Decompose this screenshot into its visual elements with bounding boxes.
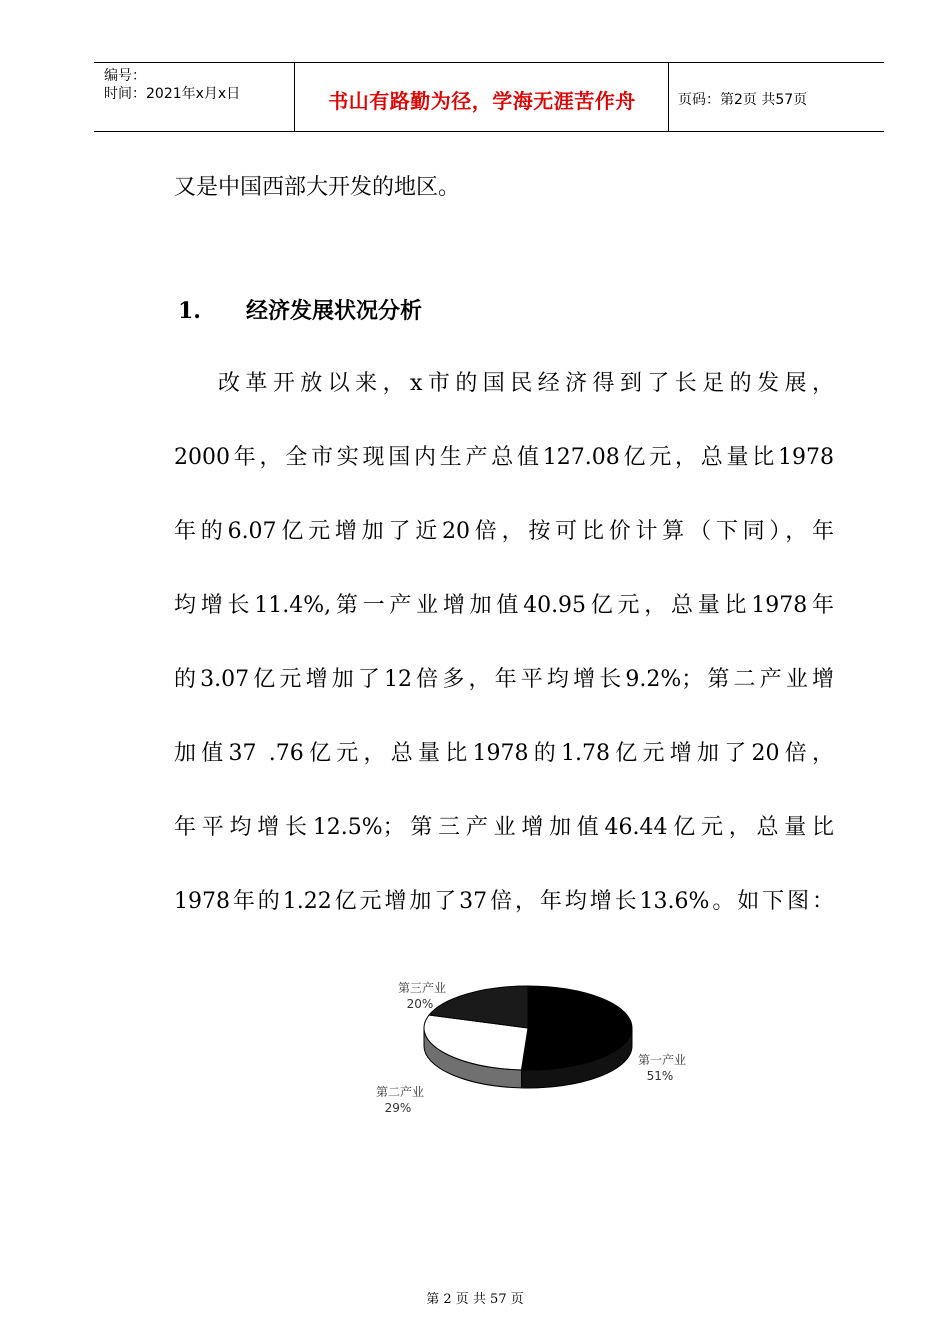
section-number: 1. [178,298,201,324]
paragraph-line: 2000年，全市实现国内生产总值127.08亿元，总量比1978 [174,445,834,470]
paragraph-line: 加值37 .76亿元，总量比1978的1.78亿元增加了20倍， [174,741,834,766]
document-time: 时间：2021年x月x日 [104,86,241,102]
industry-pie-chart [360,970,720,1130]
section-title: 经济发展状况分析 [246,298,423,324]
header-motto: 书山有路勤为径，学海无涯苦作舟 [328,89,636,113]
paragraph-line: 1978年的1.22亿元增加了37倍，年均增长13.6%。如下图： [174,889,834,914]
page-footer: 第 2 页 共 57 页 [426,1292,524,1307]
page-header [94,62,884,132]
document-number-label: 编号： [104,68,146,84]
header-divider [668,63,669,131]
pie-label-2: 第二产业 [376,1085,425,1099]
paragraph-line: 改革开放以来，x市的国民经济得到了长足的发展， [218,371,834,396]
pie-slices [424,986,632,1088]
pie-value-label-1: 51% [646,1069,674,1083]
pie-label-1: 第一产业 [638,1053,687,1067]
pie-value-label-3: 20% [406,997,434,1011]
continuation-line: 又是中国西部大开发的地区。 [174,175,461,200]
paragraph-line: 均增长11.4%,第一产业增加值40.95亿元，总量比1978年 [174,593,834,618]
header-meta [104,67,240,103]
paragraph-line: 年平均增长12.5%；第三产业增加值46.44亿元，总量比 [174,815,834,840]
paragraph-line: 年的6.07亿元增加了近20倍，按可比价计算（下同），年 [174,519,834,544]
pie-label-3: 第三产业 [398,981,447,995]
paragraph-line: 的3.07亿元增加了12倍多，年平均增长9.2%；第二产业增 [174,667,834,692]
header-divider [294,63,295,131]
section-heading [178,294,422,325]
header-page-info: 页码：第2页 共57页 [678,92,808,108]
pie-value-label-2: 29% [384,1101,412,1115]
